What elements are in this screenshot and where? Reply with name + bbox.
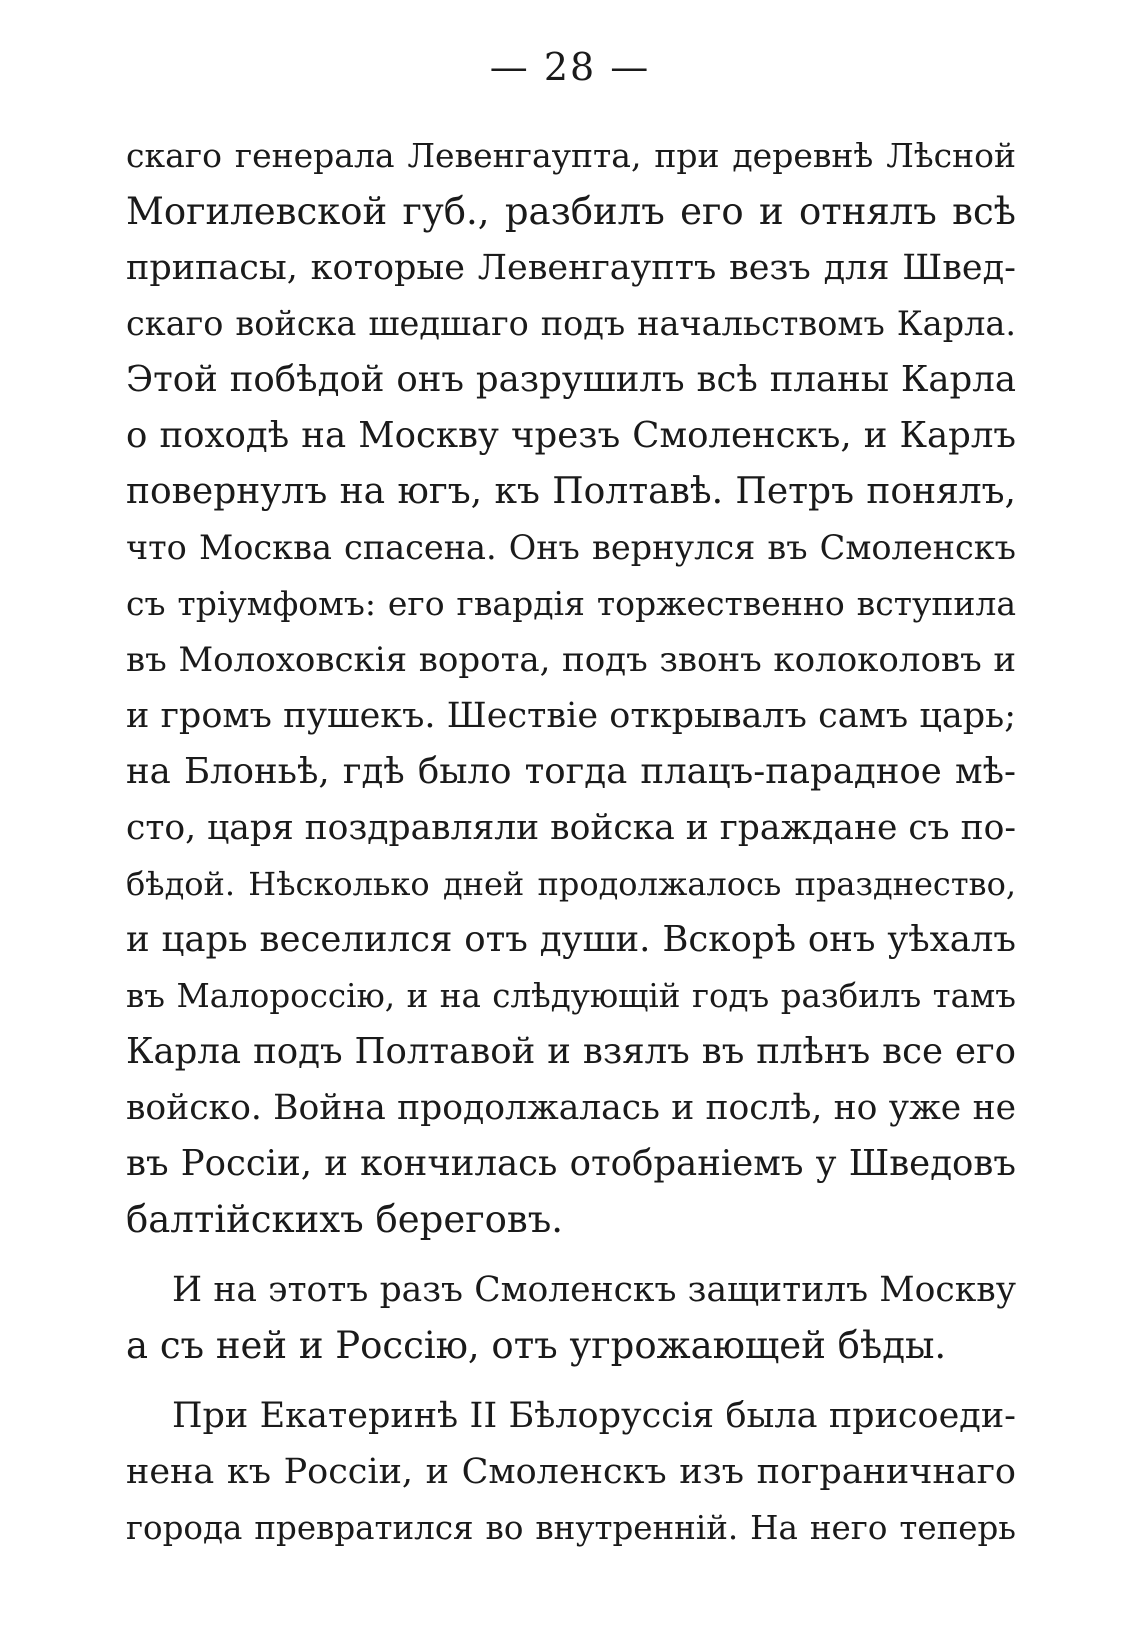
- text-line: въ Россіи, и кончилась отобраніемъ у Шведовъ: [126, 1143, 1016, 1184]
- text-line: на Блоньѣ, гдѣ было тогда плацъ-парадное мѣ-: [126, 751, 1016, 792]
- text-line: Карла подъ Полтавой и взялъ въ плѣнъ все его: [126, 1031, 1016, 1072]
- text-line: балтійскихъ береговъ.: [126, 1198, 564, 1241]
- page-number: — 28 —: [489, 45, 651, 89]
- text-line: И на этотъ разъ Смоленскъ защитилъ Москву: [172, 1270, 1016, 1310]
- text-line: сто, царя поздравляли войска и граждане съ по-: [126, 808, 1017, 848]
- text-line: припасы, которые Левенгауптъ везъ для Швед-: [126, 248, 1016, 288]
- text-line: а съ ней и Россію, отъ угрожающей бѣды.: [126, 1324, 947, 1367]
- paragraph-1: [126, 128, 1016, 1248]
- text-line: бѣдой. Нѣсколько дней продолжалось празднество,: [126, 865, 1016, 903]
- text-line: съ тріумфомъ: его гвардія торжественно вступила: [126, 584, 1016, 623]
- text-line: и царь веселился отъ души. Вскорѣ онъ уѣхалъ: [126, 919, 1016, 960]
- text-line: войско. Война продолжалась и послѣ, но уже не: [126, 1088, 1016, 1128]
- text-line: о походѣ на Москву чрезъ Смоленскъ, и Карлъ: [126, 415, 1016, 456]
- text-line: скаго войска шедшаго подъ начальствомъ Карла.: [126, 304, 1016, 343]
- text-line: нена къ Россіи, и Смоленскъ изъ пограничнаго: [126, 1452, 1016, 1492]
- text-line: скаго генерала Левенгаупта, при деревнѣ Лѣсной: [126, 136, 1016, 175]
- text-line: города превратился во внутренній. На него теперь: [126, 1509, 1016, 1547]
- text-line: въ Молоховскія ворота, подъ звонъ колоколовъ и: [126, 640, 1016, 680]
- text-line: Этой побѣдой онъ разрушилъ всѣ планы Карла: [126, 359, 1016, 400]
- text-line: что Москва спасена. Онъ вернулся въ Смоленскъ: [126, 528, 1016, 567]
- text-line: въ Малороссію, и на слѣдующій годъ разбилъ тамъ: [126, 977, 1016, 1015]
- body-text: [126, 128, 1016, 1556]
- text-line: повернулъ на югъ, къ Полтавѣ. Петръ понялъ,: [126, 471, 1016, 512]
- text-line: При Екатеринѣ II Бѣлоруссія была присоеди-: [172, 1396, 1016, 1436]
- paragraph-3: [126, 1388, 1016, 1556]
- text-line: и громъ пушекъ. Шествіе открывалъ самъ царь;: [126, 696, 1016, 736]
- paragraph-2: [126, 1262, 1016, 1374]
- text-line: Могилевской губ., разбилъ его и отнялъ всѣ: [126, 190, 1016, 233]
